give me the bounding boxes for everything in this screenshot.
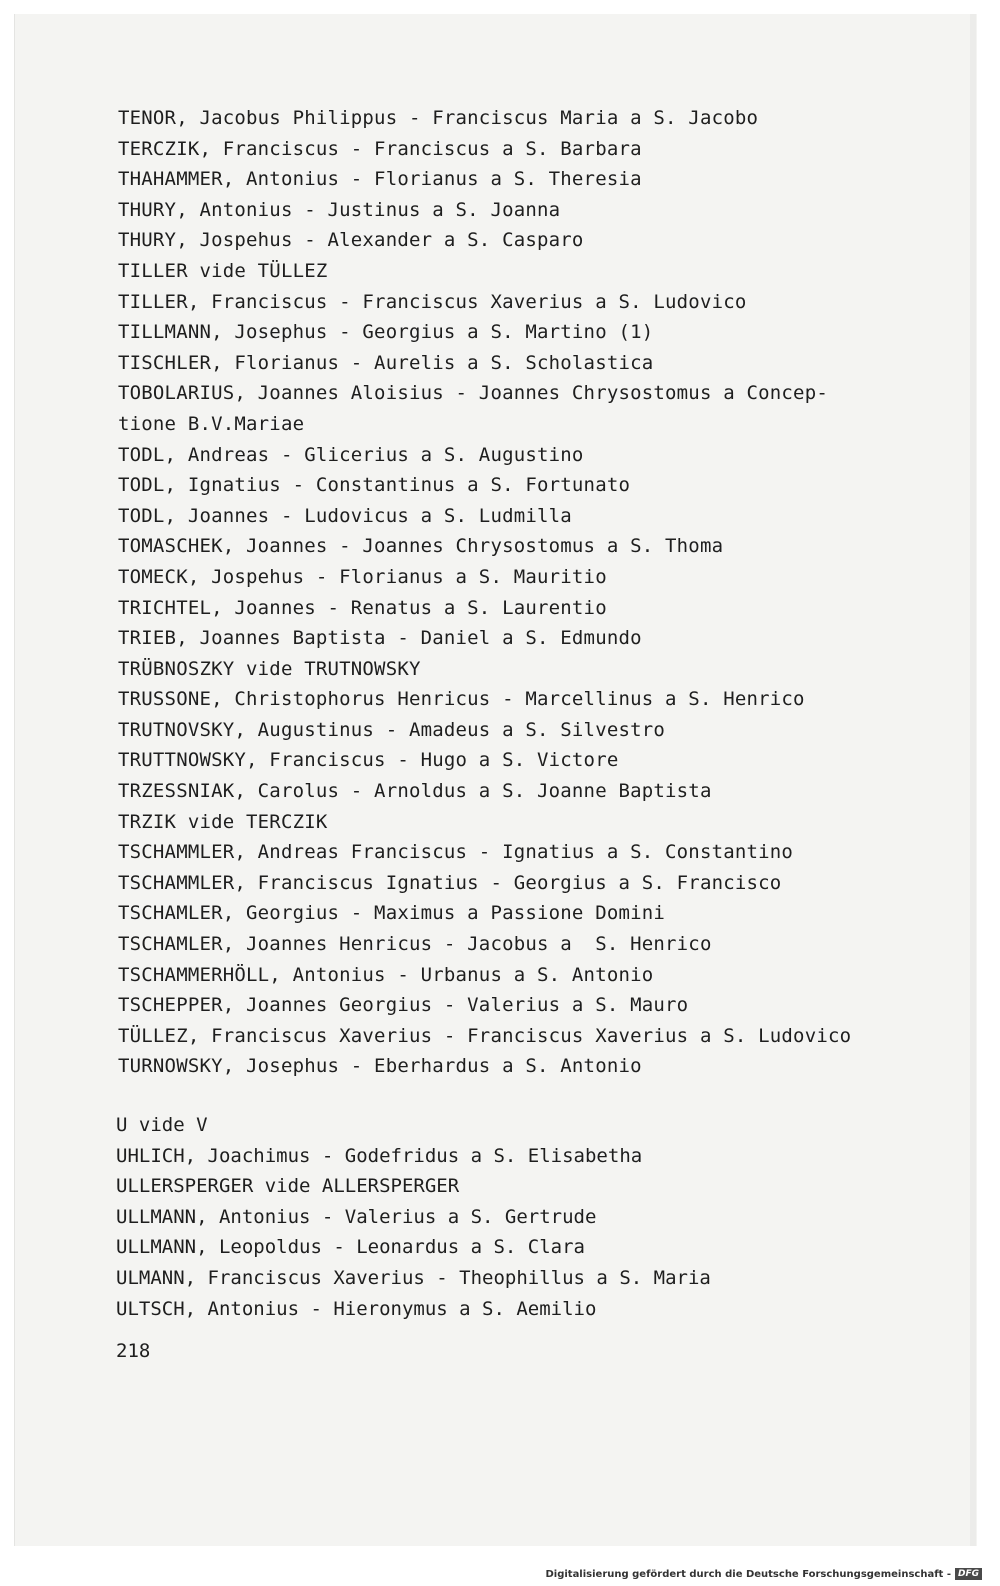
list-item: TSCHAMMLER, Franciscus Ignatius - Georgius a S. Francisco	[118, 871, 782, 894]
footer-text: Digitalisierung gefördert durch die Deutsche Forschungsgemeinschaft -	[545, 1568, 951, 1580]
list-item: TRIEB, Joannes Baptista - Daniel a S. Edmundo	[118, 627, 642, 650]
list-item: TURNOWSKY, Josephus - Eberhardus a S. Antonio	[118, 1055, 642, 1078]
list-item: THAHAMMER, Antonius - Florianus a S. Theresia	[118, 168, 642, 191]
list-item: TODL, Andreas - Glicerius a S. Augustino	[118, 443, 584, 466]
list-item: TRUSSONE, Christophorus Henricus - Marcellinus a S. Henrico	[118, 688, 805, 711]
list-item: ULLMANN, Leopoldus - Leonardus a S. Clara	[116, 1236, 585, 1259]
list-item: THURY, Jospehus - Alexander a S. Casparo	[118, 229, 584, 252]
list-item: TRUTTNOWSKY, Franciscus - Hugo a S. Victore	[118, 749, 619, 772]
list-item: ULTSCH, Antonius - Hieronymus a S. Aemilio	[116, 1297, 597, 1320]
list-item: U vide V	[116, 1114, 208, 1136]
list-item: TSCHAMLER, Georgius - Maximus a Passione Domini	[118, 902, 666, 925]
list-item: TRÜBNOSZKY vide TRUTNOWSKY	[118, 657, 421, 680]
list-item: TISCHLER, Florianus - Aurelis a S. Scholastica	[118, 351, 654, 374]
list-item: TOBOLARIUS, Joannes Aloisius - Joannes Chrysostomus a Concep-	[118, 382, 828, 405]
list-item: TENOR, Jacobus Philippus - Franciscus Maria a S. Jacobo	[118, 107, 759, 129]
footer-credit	[545, 1568, 982, 1580]
list-item: ULLMANN, Antonius - Valerius a S. Gertrude	[116, 1205, 597, 1228]
list-item: TRZESSNIAK, Carolus - Arnoldus a S. Joanne Baptista	[118, 780, 712, 803]
list-item: TODL, Joannes - Ludovicus a S. Ludmilla	[118, 504, 572, 527]
list-item: TRICHTEL, Joannes - Renatus a S. Laurentio	[118, 596, 607, 619]
list-item: ULMANN, Franciscus Xaverius - Theophillus a S. Maria	[116, 1266, 711, 1289]
list-item: TRZIK vide TERCZIK	[118, 810, 328, 833]
page-edge-shadow	[970, 14, 976, 1546]
list-item: TÜLLEZ, Franciscus Xaverius - Franciscus Xaverius a S. Ludovico	[118, 1024, 852, 1047]
list-item: tione B.V.Mariae	[118, 412, 305, 435]
list-item: TILLER vide TÜLLEZ	[118, 259, 328, 282]
entry-list-t	[118, 103, 918, 1082]
list-item: TILLMANN, Josephus - Georgius a S. Martino (1)	[118, 321, 654, 344]
dfg-logo-icon: DFG	[955, 1568, 982, 1580]
list-item: TILLER, Franciscus - Franciscus Xaverius a S. Ludovico	[118, 290, 747, 313]
list-item: TOMECK, Jospehus - Florianus a S. Mauritio	[118, 565, 607, 588]
entry-list-u	[116, 1110, 916, 1324]
list-item: TSCHAMMERHÖLL, Antonius - Urbanus a S. Antonio	[118, 963, 654, 986]
list-item: TODL, Ignatius - Constantinus a S. Fortunato	[118, 474, 631, 497]
list-item: TSCHAMMLER, Andreas Franciscus - Ignatius a S. Constantino	[118, 841, 794, 864]
list-item: UHLICH, Joachimus - Godefridus a S. Elisabetha	[116, 1144, 643, 1167]
list-item: ULLERSPERGER vide ALLERSPERGER	[116, 1175, 460, 1198]
list-item: TOMASCHEK, Joannes - Joannes Chrysostomus a S. Thoma	[118, 535, 724, 558]
list-item: TRUTNOVSKY, Augustinus - Amadeus a S. Silvestro	[118, 718, 666, 741]
list-item: TSCHEPPER, Joannes Georgius - Valerius a S. Mauro	[118, 994, 689, 1017]
list-item: THURY, Antonius - Justinus a S. Joanna	[118, 198, 561, 221]
page-number: 218	[116, 1340, 151, 1362]
list-item: TERCZIK, Franciscus - Franciscus a S. Barbara	[118, 137, 642, 160]
list-item: TSCHAMLER, Joannes Henricus - Jacobus a S. Henrico	[118, 933, 712, 956]
